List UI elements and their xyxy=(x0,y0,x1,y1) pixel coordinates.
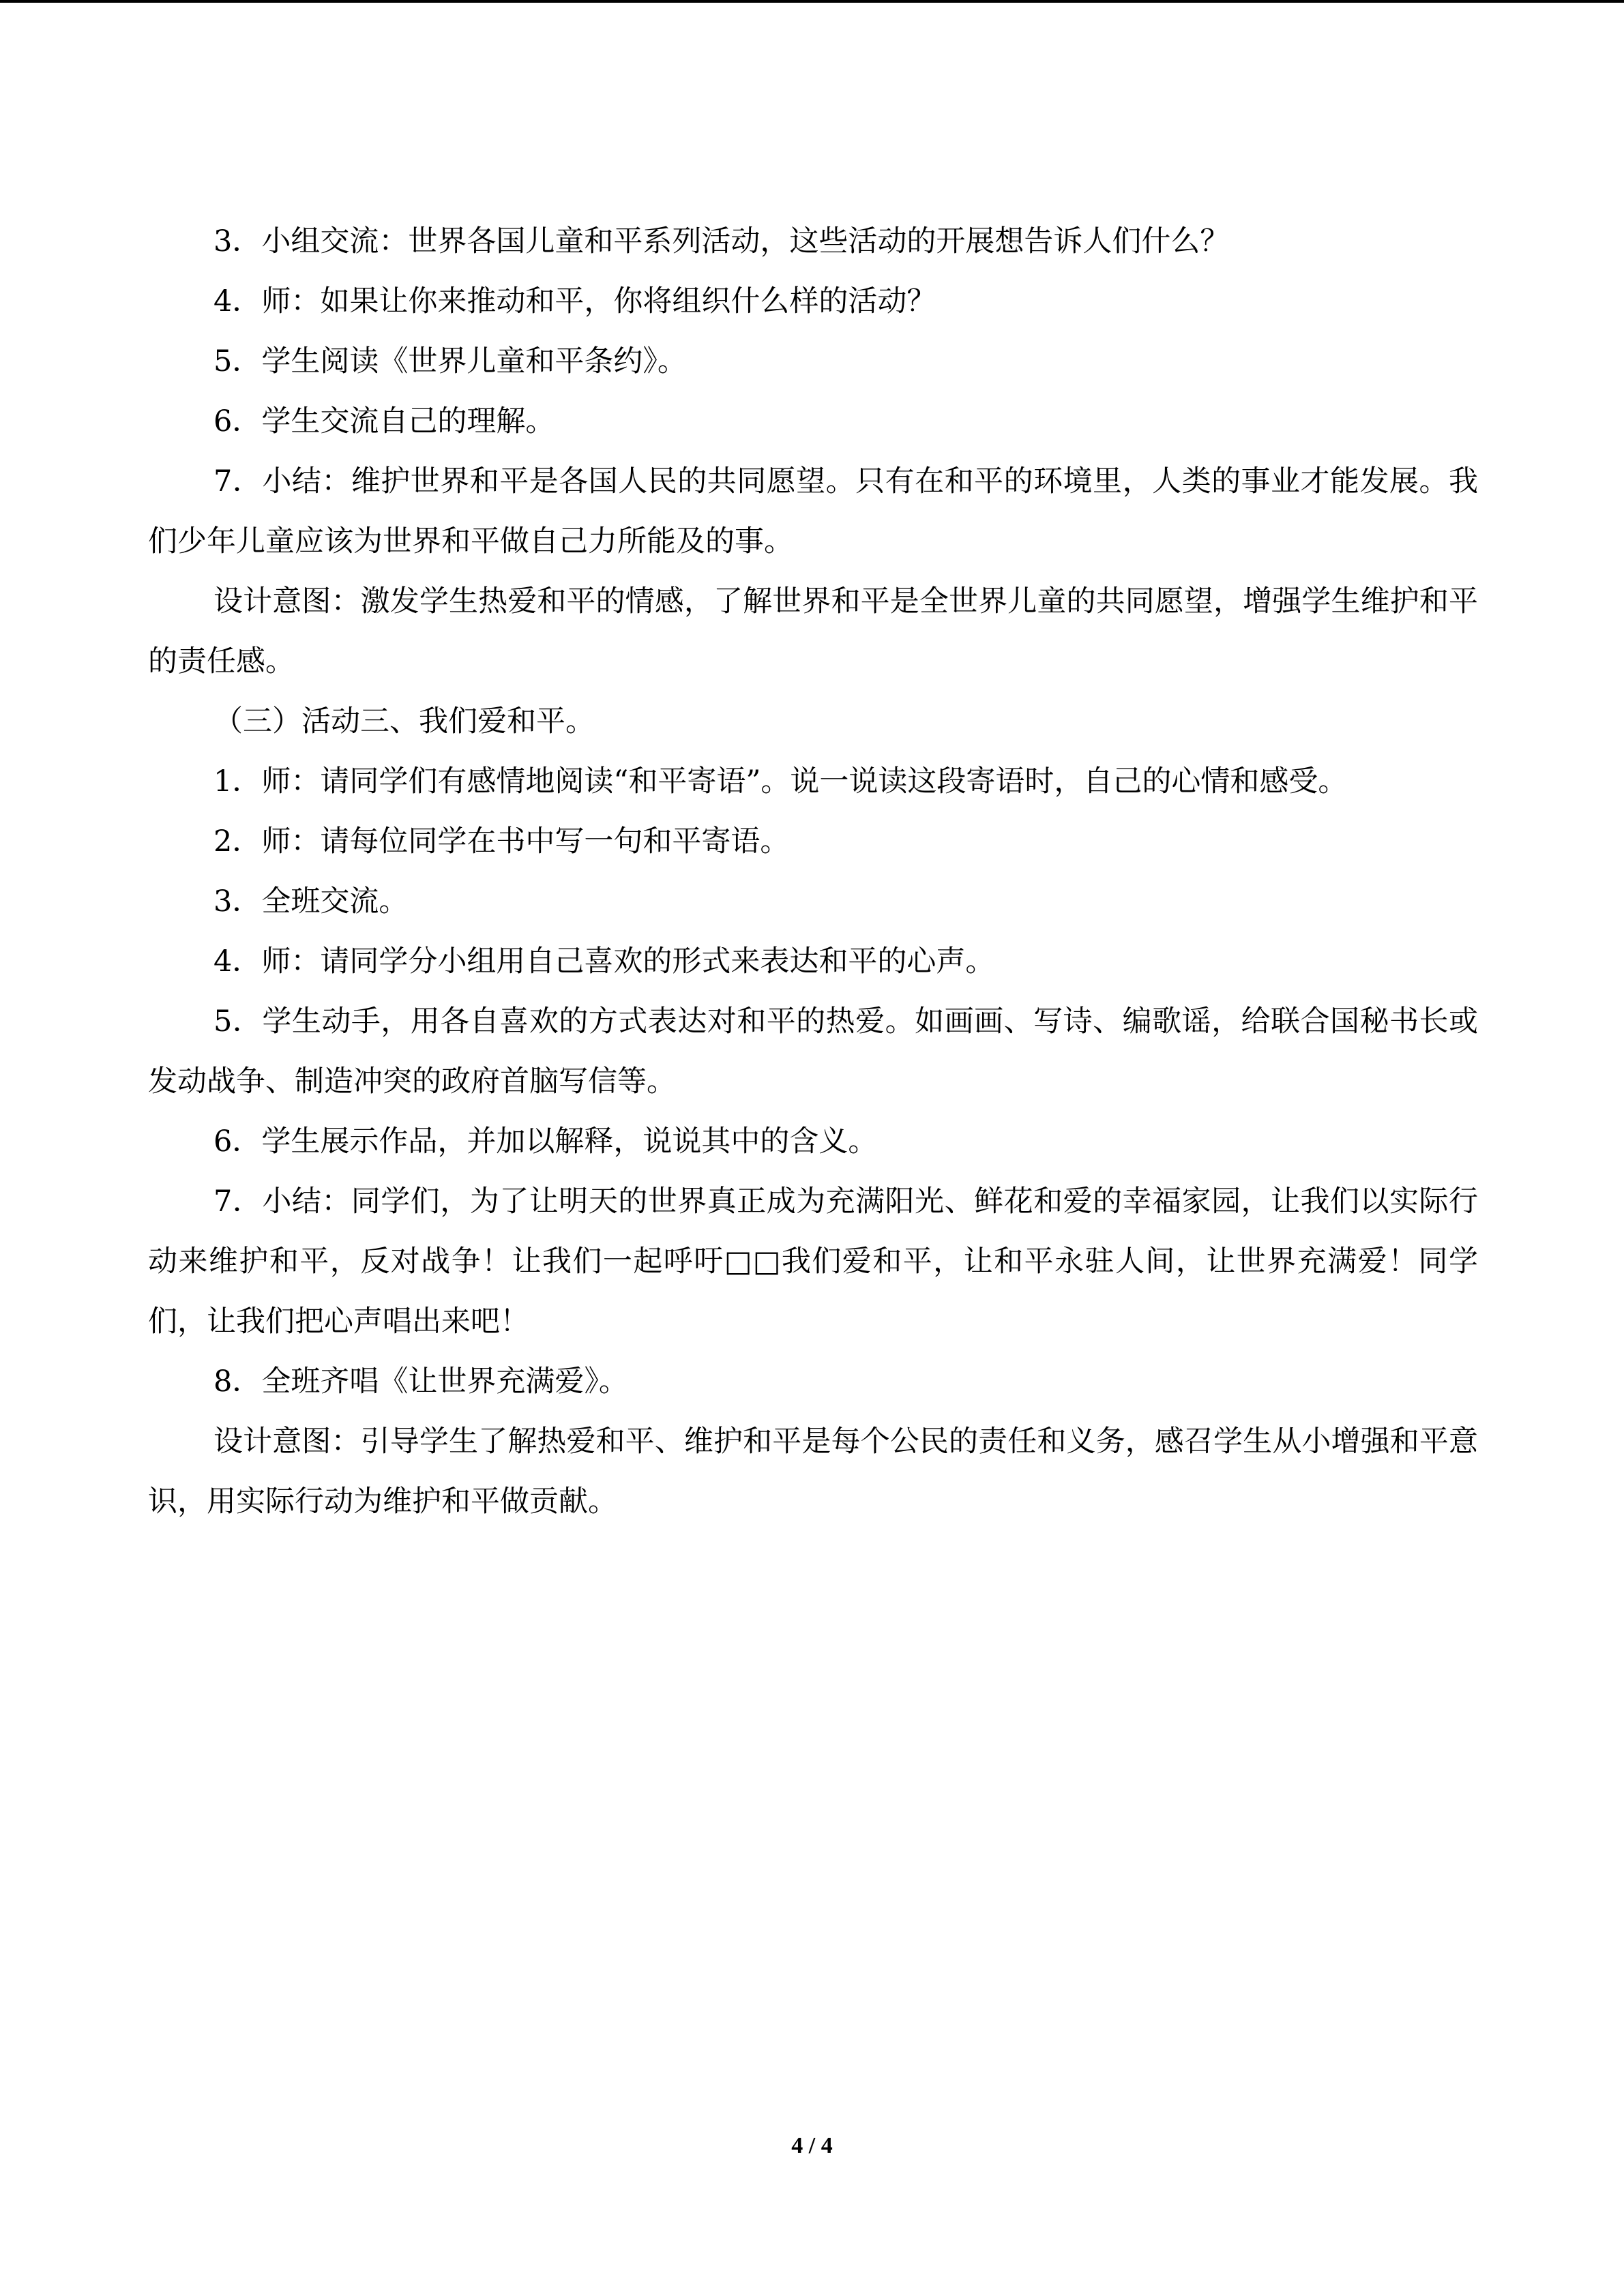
top-border-line xyxy=(0,0,1624,3)
page-number: 4 / 4 xyxy=(791,2133,833,2158)
paragraph: 7．小结：同学们，为了让明天的世界真正成为充满阳光、鲜花和爱的幸福家园，让我们以实际行动来维护和平，反对战争！让我们一起呼吁□□我们爱和平，让和平永驻人间，让世界充满爱！同学们，让我们把心声唱出来吧！ xyxy=(148,1184,1478,1339)
paragraph: 6．学生交流自己的理解。 xyxy=(213,404,555,438)
design-intent-paragraph: 设计意图：引导学生了解热爱和平、维护和平是每个公民的责任和义务，感召学生从小增强和平意识，用实际行动为维护和平做贡献。 xyxy=(148,1425,1478,1519)
paragraph: 4．师：如果让你来推动和平，你将组织什么样的活动？ xyxy=(213,284,936,318)
paragraph: 6．学生展示作品，并加以解释，说说其中的含义。 xyxy=(213,1124,878,1159)
paragraph: 5．学生阅读《世界儿童和平条约》。 xyxy=(213,344,687,378)
paragraph: 5．学生动手，用各自喜欢的方式表达对和平的热爱。如画画、写诗、编歌谣，给联合国秘书长或发动战争、制造冲突的政府首脑写信等。 xyxy=(148,1004,1478,1099)
paragraph: 4．师：请同学分小组用自己喜欢的形式来表达和平的心声。 xyxy=(213,944,995,979)
section-heading: （三）活动三、我们爱和平。 xyxy=(213,704,595,739)
paragraph: 3．小组交流：世界各国儿童和平系列活动，这些活动的开展想告诉人们什么？ xyxy=(213,224,1230,258)
design-intent-paragraph: 设计意图：激发学生热爱和平的情感，了解世界和平是全世界儿童的共同愿望，增强学生维护和平的责任感。 xyxy=(148,584,1478,679)
paragraph: 1．师：请同学们有感情地阅读“和平寄语”。说一说读这段寄语时，自己的心情和感受。 xyxy=(213,764,1348,799)
paragraph: 7．小结：维护世界和平是各国人民的共同愿望。只有在和平的环境里，人类的事业才能发展。我们少年儿童应该为世界和平做自己力所能及的事。 xyxy=(148,464,1478,558)
paragraph: 2．师：请每位同学在书中写一句和平寄语。 xyxy=(213,824,790,859)
paragraph: 8．全班齐唱《让世界充满爱》。 xyxy=(213,1365,628,1399)
document-body xyxy=(148,211,1478,1532)
paragraph: 3．全班交流。 xyxy=(213,884,409,919)
